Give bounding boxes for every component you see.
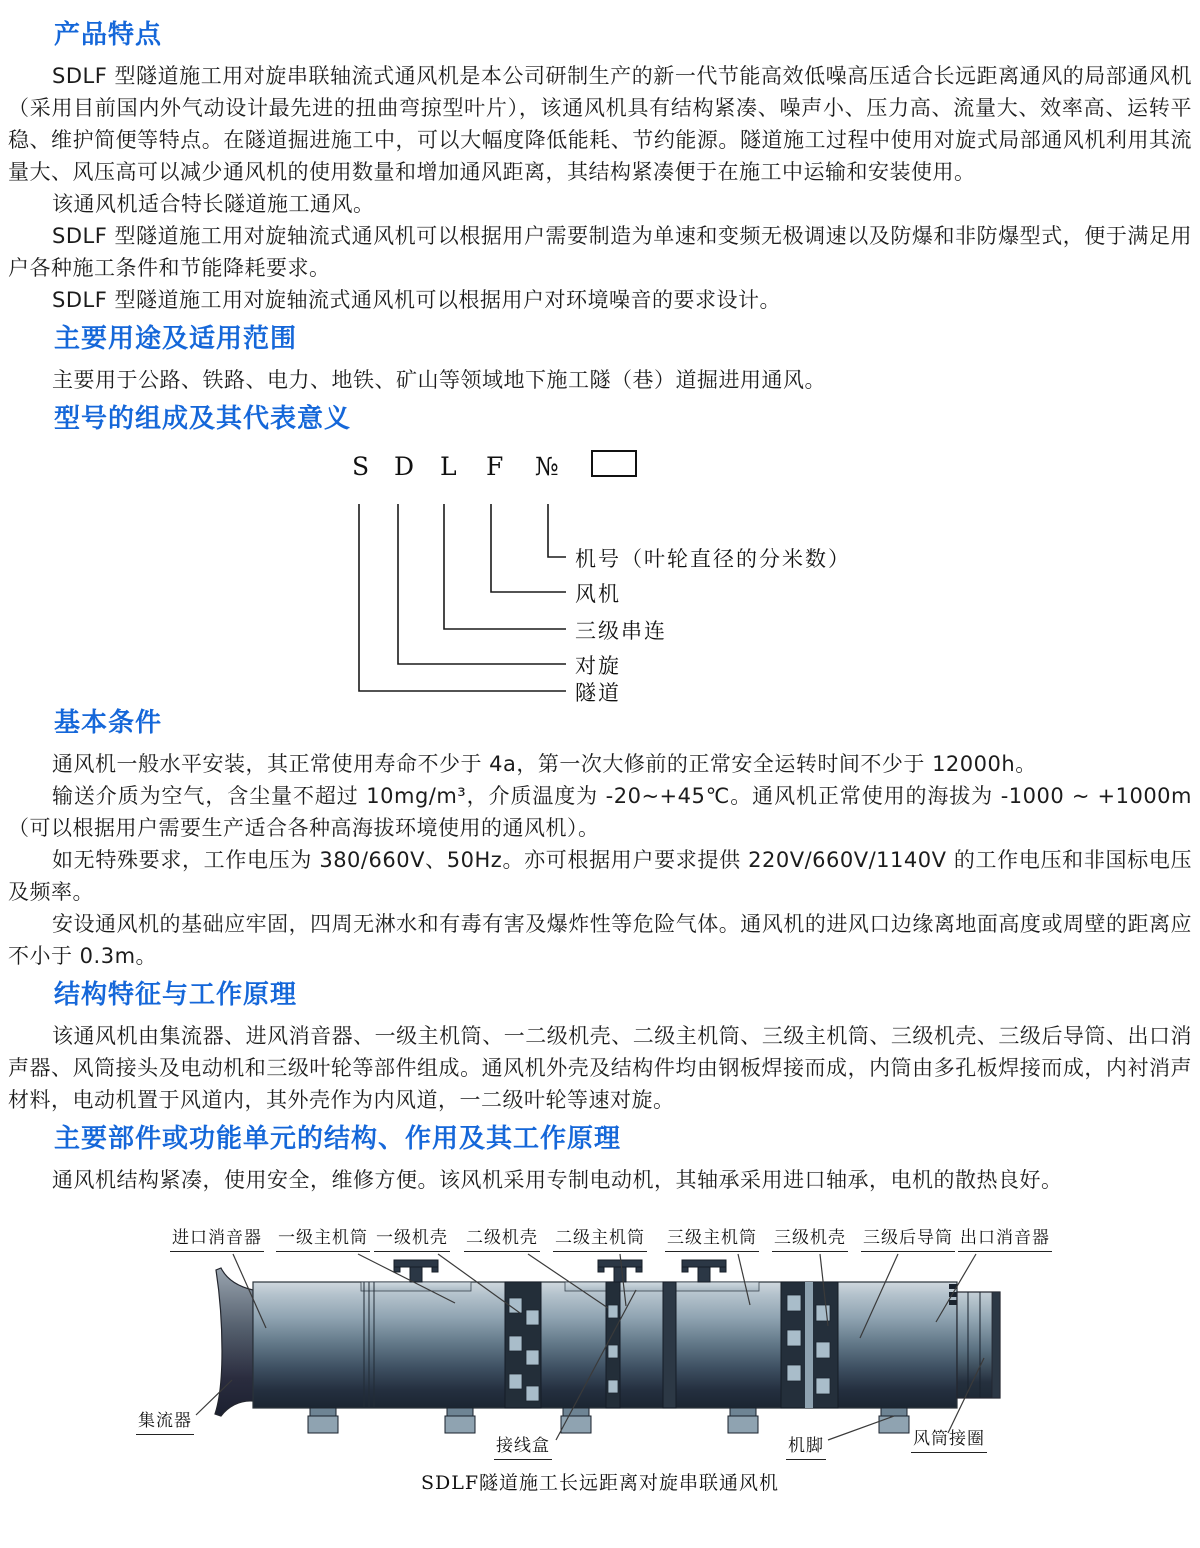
model-letter-no: № <box>535 452 559 481</box>
model-letter-s: S <box>352 452 370 481</box>
model-label-contra-rotating: 对旋 <box>575 654 621 678</box>
paragraph: 输送介质为空气，含尘量不超过 10mg/m³，介质温度为 -20~+45℃。通风机正常使用的海拔为 -1000 ~ +1000m（可以根据用户需要生产适合各种高海拔环境使用的通风机）。 <box>8 784 1192 840</box>
fan-label-junction-box: 接线盒 <box>494 1436 552 1460</box>
model-letter-f: F <box>486 452 504 481</box>
section-heading-main-components: 主要部件或功能单元的结构、作用及其工作原理 <box>54 1124 622 1154</box>
model-label-fan: 风机 <box>575 582 621 606</box>
paragraph: 该通风机由集流器、进风消音器、一级主机筒、一二级机壳、二级主机筒、三级主机筒、三级机壳、三级后导筒、出口消声器、风筒接头及电动机和三级叶轮等部件组成。通风机外壳及结构件均由钢板焊接而成，内筒由多孔板焊接而成，内衬消声材料，电动机置于风道内，其外壳作为内风道，一二级叶轮等速对旋。 <box>8 1024 1192 1112</box>
fan-label-machine-foot: 机脚 <box>786 1436 826 1460</box>
paragraph: SDLF 型隧道施工用对旋轴流式通风机可以根据用户对环境噪音的要求设计。 <box>52 288 781 312</box>
paragraph: 安设通风机的基础应牢固，四周无淋水和有毒有害及爆炸性等危险气体。通风机的进风口边缘离地面高度或周壁的距离应不小于 0.3m。 <box>8 912 1192 968</box>
model-label-three-stage-series: 三级串连 <box>575 619 667 643</box>
section-heading-model-code: 型号的组成及其代表意义 <box>54 404 352 434</box>
fan-label-outlet-silencer: 出口消音器 <box>958 1228 1052 1252</box>
model-letter-l: L <box>440 452 457 481</box>
section-heading-main-uses: 主要用途及适用范围 <box>54 324 298 354</box>
fan-label-stage3-guide-barrel: 三级后导筒 <box>861 1228 955 1252</box>
fan-label-stage1-main-barrel: 一级主机筒 <box>276 1228 370 1252</box>
fan-label-stage3-casing: 三级机壳 <box>772 1228 848 1252</box>
paragraph: 该通风机适合特长隧道施工通风。 <box>52 192 375 216</box>
fan-label-stage1-casing: 一级机壳 <box>374 1228 450 1252</box>
model-label-fan-number: 机号（叶轮直径的分米数） <box>575 547 851 571</box>
model-code-diagram <box>8 444 1192 705</box>
model-number-box <box>591 450 637 477</box>
fan-label-duct-ring: 风筒接圈 <box>911 1429 987 1453</box>
model-letter-d: D <box>394 452 415 481</box>
fan-diagram-caption: SDLF隧道施工长远距离对旋串联通风机 <box>420 1472 780 1494</box>
fan-label-stage3-main-barrel: 三级主机筒 <box>665 1228 759 1252</box>
model-label-tunnel: 隧道 <box>575 681 621 705</box>
section-heading-structure-principle: 结构特征与工作原理 <box>54 980 298 1010</box>
paragraph: SDLF 型隧道施工用对旋轴流式通风机可以根据用户需要制造为单速和变频无极调速以及防爆和非防爆型式，便于满足用户各种施工条件和节能降耗要求。 <box>8 224 1192 280</box>
section-heading-basic-conditions: 基本条件 <box>54 708 163 738</box>
fan-diagram <box>8 1210 1192 1528</box>
paragraph: 主要用于公路、铁路、电力、地铁、矿山等领域地下施工隧（巷）道掘进用通风。 <box>52 368 826 392</box>
fan-label-stage2-casing: 二级机壳 <box>464 1228 540 1252</box>
fan-label-inlet-silencer: 进口消音器 <box>170 1228 264 1252</box>
paragraph: 通风机结构紧凑，使用安全，维修方便。该风机采用专制电动机，其轴承采用进口轴承，电机的散热良好。 <box>52 1168 1063 1192</box>
paragraph: 如无特殊要求，工作电压为 380/660V、50Hz。亦可根据用户要求提供 220V/660V/1140V 的工作电压和非国标电压及频率。 <box>8 848 1192 904</box>
paragraph: SDLF 型隧道施工用对旋串联轴流式通风机是本公司研制生产的新一代节能高效低噪高压适合长远距离通风的局部通风机（采用目前国内外气动设计最先进的扭曲弯掠型叶片），该通风机具有结构紧凑、噪声小、压力高、流量大、效率高、运转平稳、维护简便等特点。在隧道掘进施工中，可以大幅度降低能耗、节约能源。隧道施工过程中使用对旋式局部通风机利用其流量大、风压高可以减少通风机的使用数量和增加通风距离，其结构紧凑便于在施工中运输和安装使用。 <box>8 64 1192 184</box>
paragraph: 通风机一般水平安装，其正常使用寿命不少于 4a，第一次大修前的正常安全运转时间不少于 12000h。 <box>52 752 1037 776</box>
fan-label-stage2-main-barrel: 二级主机筒 <box>553 1228 647 1252</box>
section-heading-product-features: 产品特点 <box>54 20 163 50</box>
fan-label-collector: 集流器 <box>136 1411 194 1435</box>
